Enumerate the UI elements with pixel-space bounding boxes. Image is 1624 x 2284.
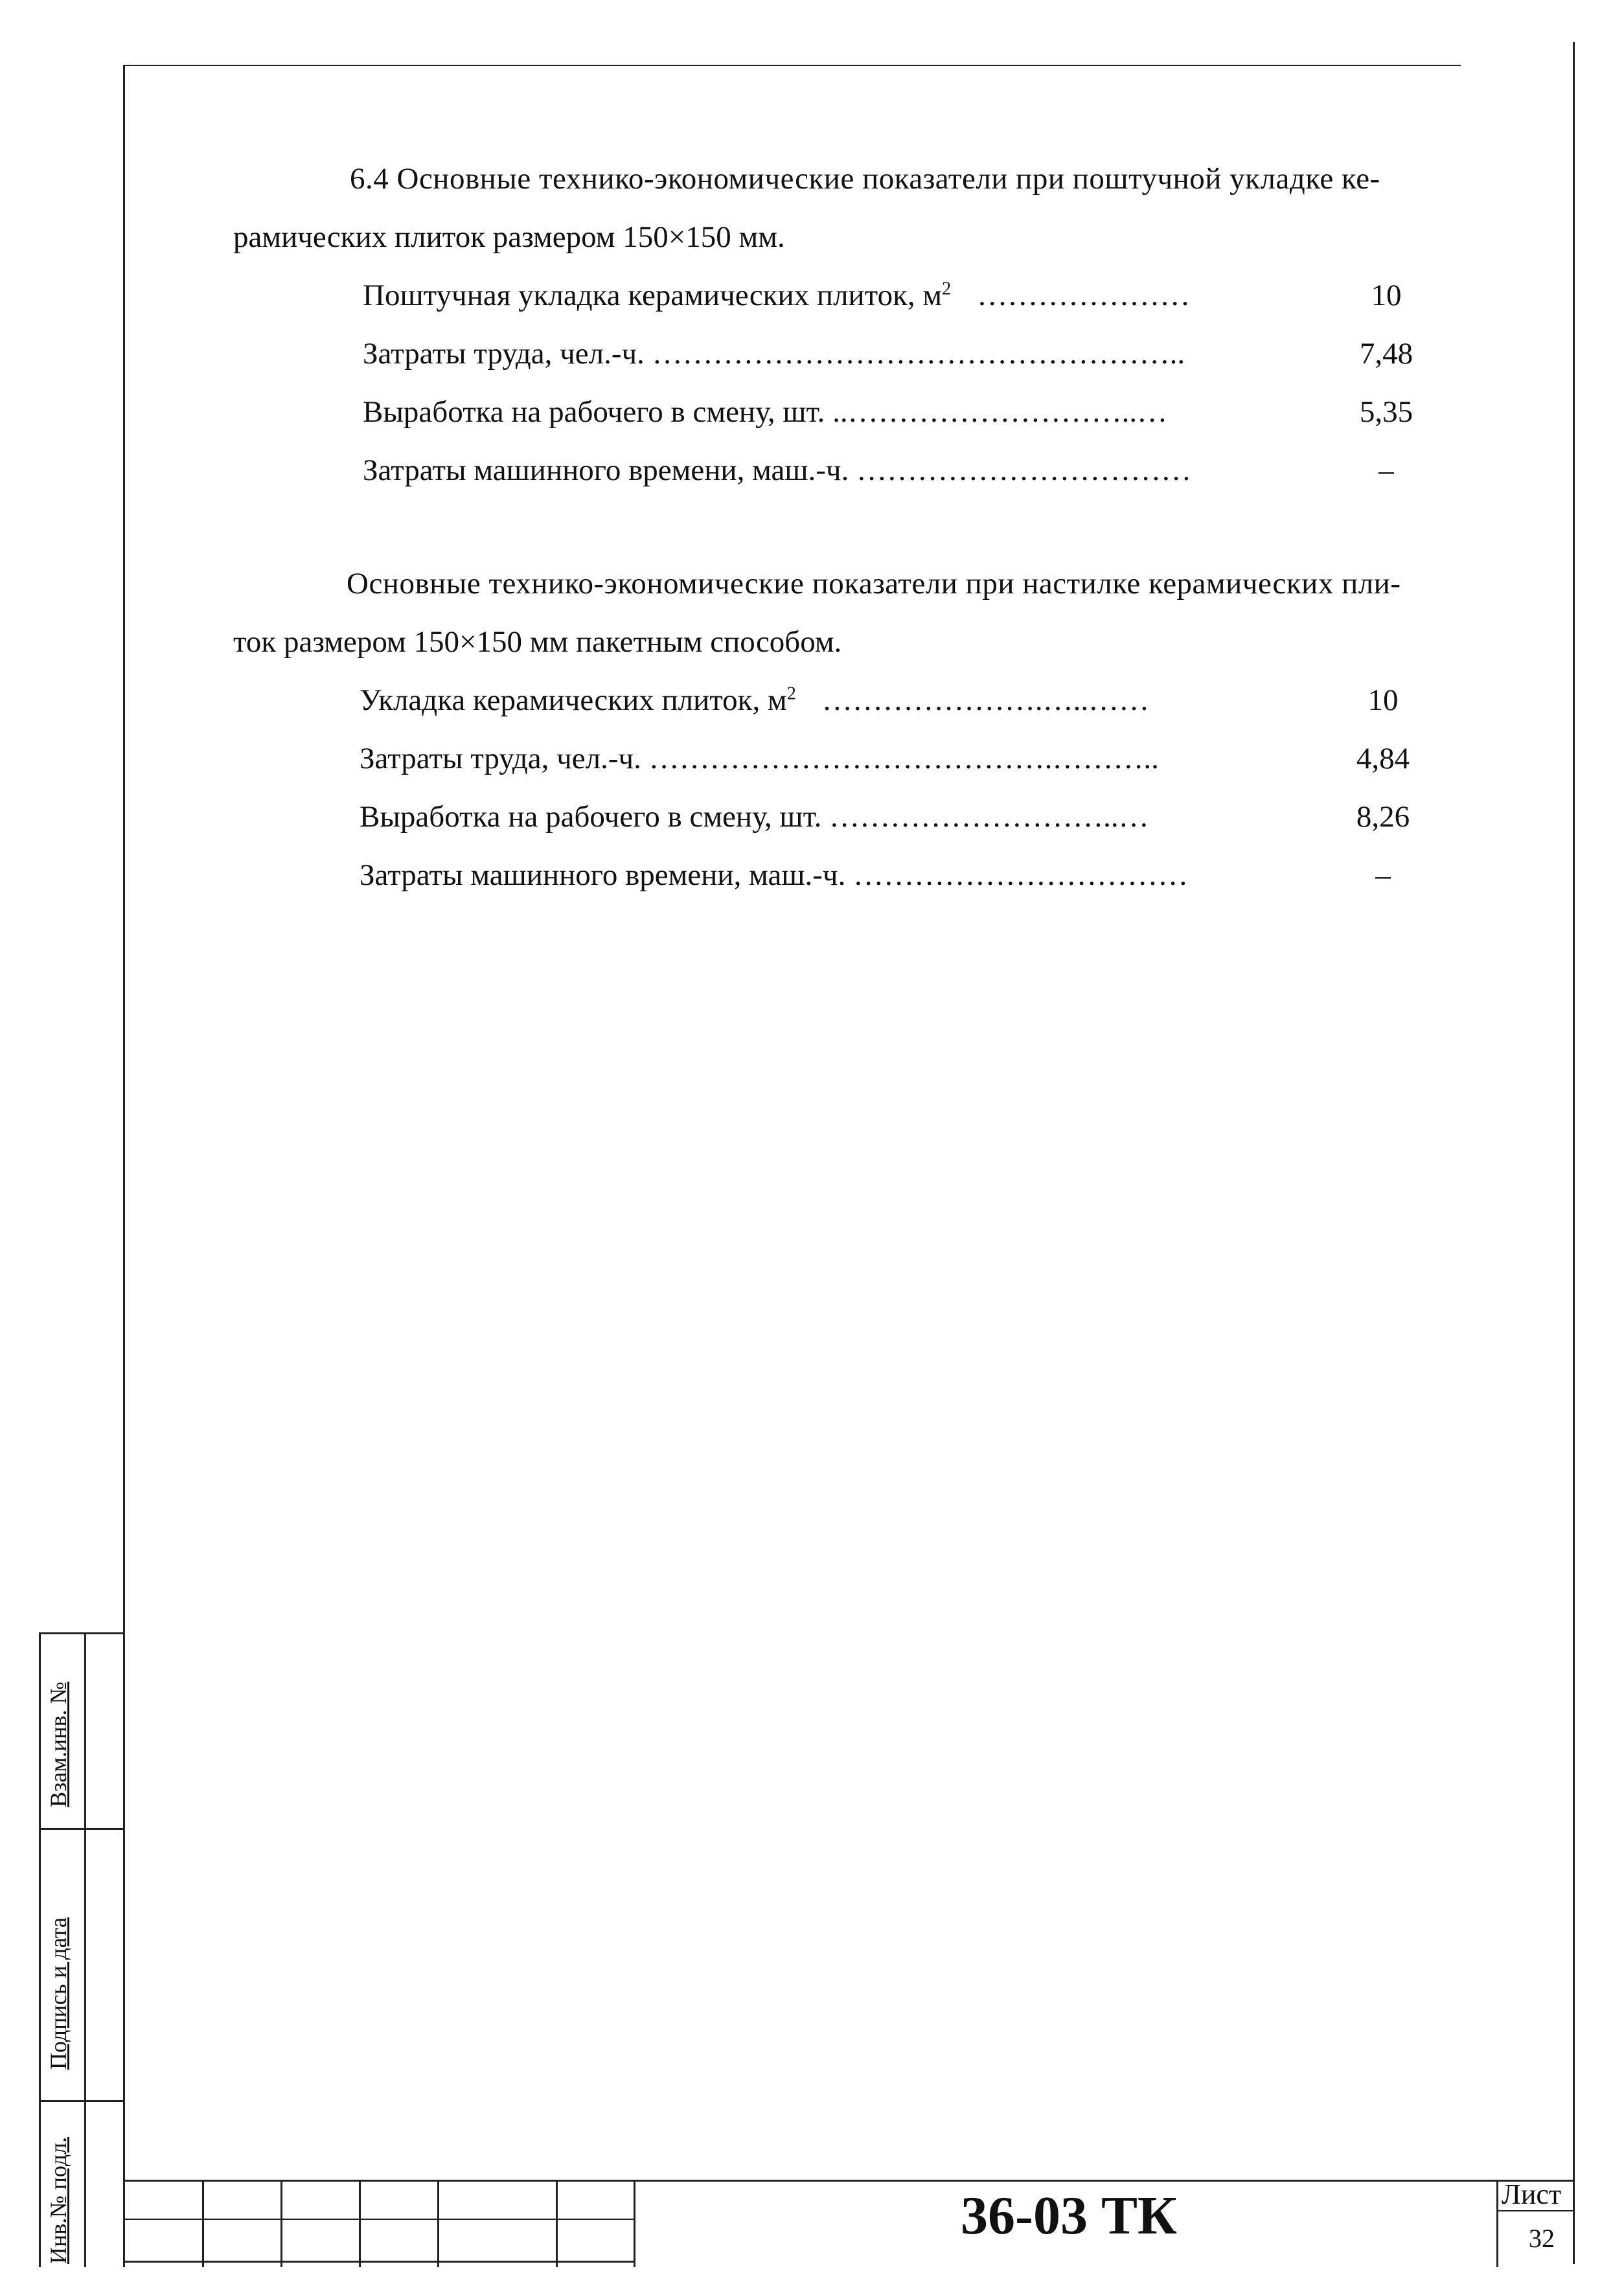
row-dots: ………………… — [977, 279, 1191, 312]
section1-row-0-label — [363, 280, 1190, 311]
row-label-sup: 2 — [942, 279, 952, 299]
title-block-mid — [123, 2219, 635, 2220]
section2-row-3-label — [360, 860, 1188, 891]
row-label-text: Выработка на рабочего в смену, шт. — [363, 395, 825, 429]
section2-intro-line1: Основные технико-экономические показатели при настилке керамических пли- — [347, 567, 1401, 600]
row-label-text: Затраты труда, чел.-ч. — [363, 337, 645, 371]
row-label-text: Затраты труда, чел.-ч. — [360, 742, 641, 775]
section2-intro-line2: ток размером 150×150 мм пакетным способом. — [233, 625, 842, 659]
row-label-text: Затраты машинного времени, маш.-ч. — [363, 453, 849, 487]
section1-row-1-value: 7,48 — [1359, 337, 1413, 371]
title-block-col-2 — [280, 2180, 282, 2267]
stamp-sep-1 — [39, 1828, 125, 1830]
stamp-sep-2 — [39, 2100, 125, 2102]
stamp-outer-left — [39, 1632, 41, 2267]
title-block-col-6 — [634, 2180, 635, 2267]
stamp-field-2: Подпись и дата — [45, 1917, 71, 2070]
section2-row-1-label — [360, 744, 1159, 774]
section1-row-3-label — [363, 455, 1191, 486]
row-label-text: Выработка на рабочего в смену, шт. — [360, 800, 822, 834]
title-block-col-4 — [437, 2180, 439, 2267]
section2-row-2-value: 8,26 — [1356, 800, 1410, 834]
frame-left-line — [123, 65, 125, 2267]
section1-row-3-value: – — [1378, 453, 1394, 487]
section1-intro-line1: 6.4 Основные технико-экономические показатели при поштучной укладке ке- — [350, 162, 1380, 196]
document-code: 36-03 ТК — [961, 2186, 1177, 2246]
row-dots: ………………………..… — [821, 800, 1149, 834]
section1-row-2-value: 5,35 — [1359, 395, 1413, 429]
row-dots: ..………………………..… — [825, 395, 1168, 429]
row-label-text: Затраты машинного времени, маш.-ч. — [360, 858, 846, 892]
section1-row-2-label — [363, 397, 1167, 428]
title-block-top — [123, 2180, 1574, 2182]
section2-row-3-value: – — [1375, 858, 1391, 892]
row-dots: ………………………………….……….. — [641, 742, 1159, 775]
title-block-col-1 — [202, 2180, 204, 2267]
section2-row-0-label — [360, 685, 1149, 716]
row-label-text: Поштучная укладка керамических плиток, м — [363, 279, 943, 312]
row-dots: …………………………… — [845, 858, 1189, 892]
section1-row-1-label — [363, 339, 1185, 369]
title-block-col-3 — [359, 2180, 361, 2267]
title-block-col-5 — [556, 2180, 558, 2267]
sheet-number: 32 — [1529, 2224, 1555, 2253]
title-block-low — [123, 2261, 635, 2263]
stamp-field-1: Взам.инв. № — [45, 1682, 71, 1807]
frame-right-line — [1573, 42, 1575, 2264]
sheet-label: Лист — [1502, 2178, 1562, 2210]
frame-top-line — [123, 65, 1461, 66]
stamp-sep-top — [39, 1632, 125, 1634]
row-dots: ………………….…..…… — [821, 683, 1150, 717]
row-dots: …………………………… — [849, 453, 1192, 487]
section1-row-0-value: 10 — [1371, 279, 1402, 312]
stamp-inner-left — [84, 1632, 86, 2267]
title-block-sheet-divider — [1496, 2180, 1498, 2267]
section2-row-0-value: 10 — [1367, 683, 1399, 717]
section2-row-2-label — [360, 802, 1149, 832]
section1-intro-line2: рамических плиток размером 150×150 мм. — [233, 220, 785, 254]
row-label-text: Укладка керамических плиток, м — [360, 683, 787, 717]
row-dots: …………………………………………….. — [644, 337, 1185, 371]
stamp-field-3: Инв.№ подл. — [45, 2136, 71, 2264]
row-label-sup: 2 — [786, 683, 796, 704]
section2-row-1-value: 4,84 — [1356, 742, 1410, 775]
